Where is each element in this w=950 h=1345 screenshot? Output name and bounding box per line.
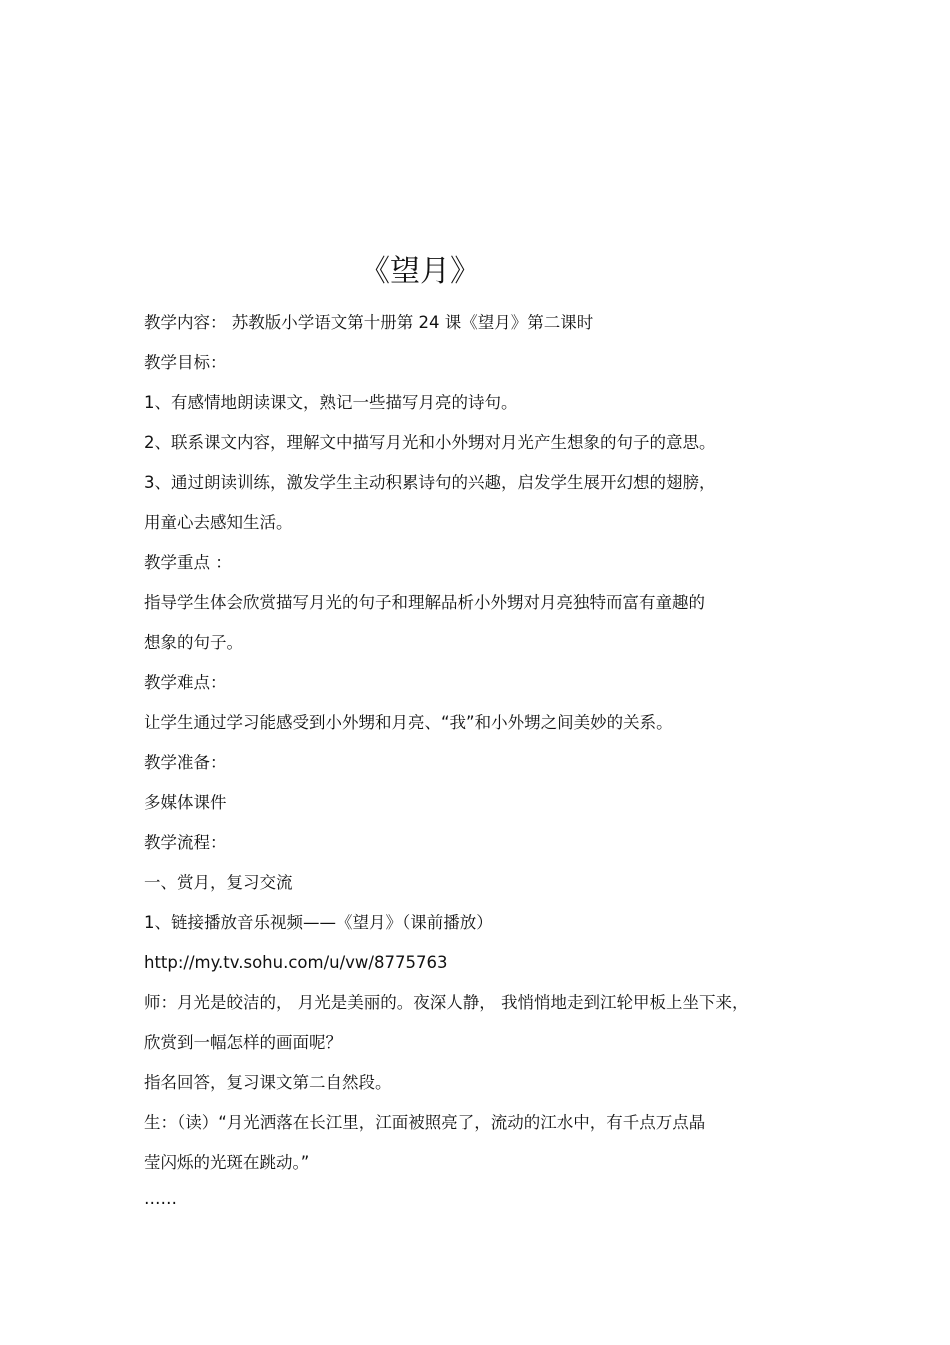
- instruction-line: 指名回答，复习课文第二自然段。: [144, 1073, 392, 1092]
- student-line-continued: 莹闪烁的光斑在跳动。”: [144, 1153, 310, 1172]
- key-points-text-continued: 想象的句子。: [144, 633, 243, 652]
- document-title: 《望月》: [360, 254, 480, 289]
- key-points-text: 指导学生体会欣赏描写月光的句子和理解品析小外甥对月亮独特而富有童趣的: [144, 593, 705, 612]
- preparation-heading: 教学准备：: [144, 753, 227, 772]
- teacher-line: 师：月光是皎洁的， 月光是美丽的。夜深人静， 我悄悄地走到江轮甲板上坐下来，: [144, 993, 749, 1012]
- goal-3-continued: 用童心去感知生活。: [144, 513, 293, 532]
- step-1: 1、链接播放音乐视频——《望月》（课前播放）: [144, 913, 493, 932]
- preparation-text: 多媒体课件: [144, 793, 227, 812]
- goal-3: 3、通过朗读训练，激发学生主动积累诗句的兴趣，启发学生展开幻想的翅膀，: [144, 473, 716, 492]
- section-1-heading: 一、赏月，复习交流: [144, 873, 293, 892]
- goal-2: 2、联系课文内容，理解文中描写月光和小外甥对月光产生想象的句子的意思。: [144, 433, 716, 452]
- video-link[interactable]: http://my.tv.sohu.com/u/vw/8775763: [144, 953, 448, 972]
- difficulty-text: 让学生通过学习能感受到小外甥和月亮、“我”和小外甥之间美妙的关系。: [144, 713, 673, 732]
- difficulty-heading: 教学难点：: [144, 673, 227, 692]
- teaching-goals-heading: 教学目标：: [144, 353, 227, 372]
- process-heading: 教学流程：: [144, 833, 227, 852]
- teaching-content-line: 教学内容： 苏教版小学语文第十册第 24 课《望月》第二课时: [144, 313, 594, 332]
- student-line: 生：（读）“月光洒落在长江里，江面被照亮了，流动的江水中，有千点万点晶: [144, 1113, 706, 1132]
- key-points-heading: 教学重点 ：: [144, 553, 232, 572]
- ellipsis: ……: [144, 1189, 177, 1208]
- goal-1: 1、有感情地朗读课文，熟记一些描写月亮的诗句。: [144, 393, 518, 412]
- teacher-line-continued: 欣赏到一幅怎样的画面呢？: [144, 1033, 342, 1052]
